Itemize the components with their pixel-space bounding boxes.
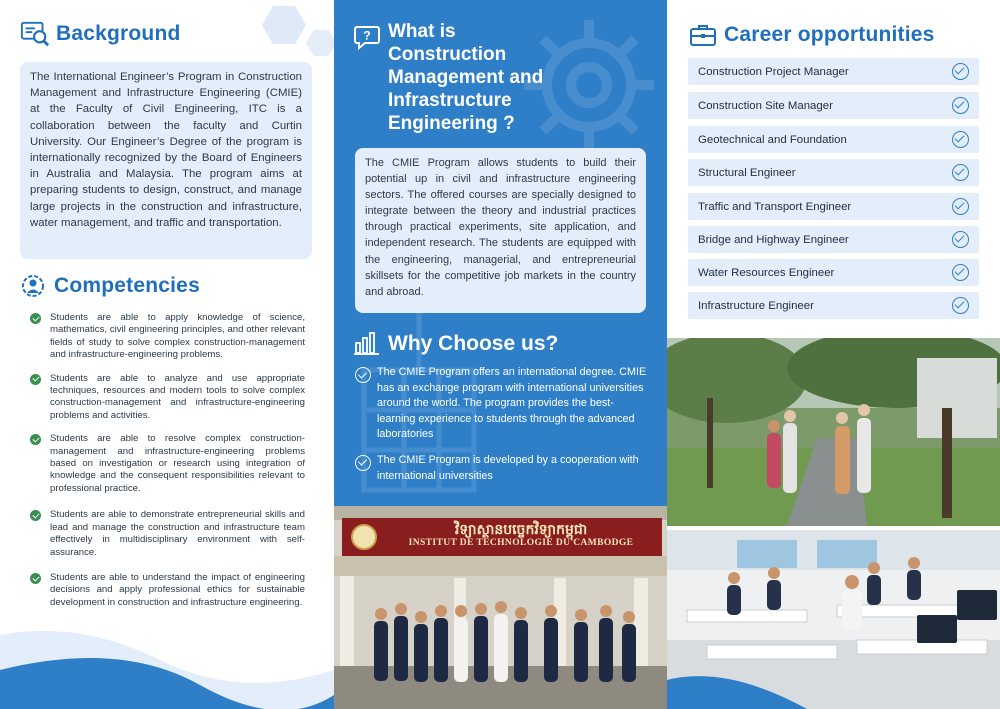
classroom-photo-illustration: [667, 530, 1000, 709]
background-heading: [20, 19, 181, 49]
list-item: Students are able to understand the impact of engineering decisions and apply professional ethics for sustainable development in construction and infrastructure engineering.: [30, 572, 305, 609]
career-heading: [688, 20, 935, 50]
career-item: Structural Engineer: [688, 159, 979, 186]
competencies-heading: [18, 271, 200, 301]
check-icon: [30, 313, 41, 324]
list-item: The CMIE Program offers an international degree. CMIE has an exchange program with international universities around the world. The program provides the best-learning experience to students through the advanced laboratories: [355, 365, 650, 443]
check-circle-icon: [952, 198, 969, 215]
check-circle-icon: [355, 455, 371, 471]
why-list: [355, 365, 650, 484]
what-heading: [352, 20, 543, 135]
list-item: The CMIE Program is developed by a cooperation with international universities: [355, 453, 650, 484]
list-item: Students are able to demonstrate entrepreneurial skills and lead and manage the construction and infrastructure team effectively in multidisciplinary environment with self-assurance.: [30, 509, 305, 559]
career-item: Construction Project Manager: [688, 58, 979, 85]
decor-wave: [0, 600, 334, 709]
background-title: Background: [56, 22, 181, 45]
check-circle-icon: [952, 297, 969, 314]
decor-hexagon: [262, 6, 306, 44]
background-text: The International Engineer’s Program in Construction Management and Infrastructure Engineering (CMIE) at the Faculty of Civil Engineering, ITC is a collaboration between the faculty and Curtin University. Our Engineer’s Degree of the program is internationally recognized by the Board of Engineers in Australia and Malaysia. The program aims at preparing students to design, construct, and manage large projects in the construction and infrastructure, water management, and traffic and transportation.: [30, 71, 302, 229]
sign-khmer: វិទ្យាស្ថានបច្ចេកវិទ្យាកម្ពុជា: [454, 522, 588, 538]
competencies-list: [30, 312, 305, 609]
document-search-icon: [20, 19, 50, 49]
why-heading: [352, 328, 558, 358]
svg-text:?: ?: [363, 28, 371, 43]
check-circle-icon: [952, 131, 969, 148]
check-circle-icon: [355, 367, 371, 383]
sign-french: INSTITUT DE TECHNOLOGIE DU CAMBODGE: [408, 538, 634, 548]
list-item: Students are able to resolve complex construction-management and infrastructure-engineering problems based on investigation or research using integration of knowledge and the consequent responsibilities relevant to professional practice.: [30, 433, 305, 495]
check-circle-icon: [952, 164, 969, 181]
what-title: What is Construction Management and Infrastructure Engineering ?: [388, 21, 544, 134]
career-item: Traffic and Transport Engineer: [688, 193, 979, 220]
check-circle-icon: [952, 231, 969, 248]
check-icon: [30, 510, 41, 521]
check-circle-icon: [952, 63, 969, 80]
career-title: Career opportunities: [724, 23, 935, 46]
background-card: [20, 62, 312, 259]
decor-hexagon: [306, 30, 334, 56]
check-icon: [30, 374, 41, 385]
question-bubble-icon: [352, 22, 382, 52]
why-title: Why Choose us?: [388, 331, 559, 355]
bar-chart-icon: [352, 328, 382, 358]
competencies-title: Competencies: [54, 274, 200, 297]
list-item: Students are able to apply knowledge of science, mathematics, civil engineering principles, and other relevant fields of study to solve complex construction-management and infrastructure-engineering problems.: [30, 312, 305, 362]
career-item: Bridge and Highway Engineer: [688, 226, 979, 253]
check-icon: [30, 434, 41, 445]
briefcase-icon: [688, 20, 718, 50]
career-item: Construction Site Manager: [688, 92, 979, 119]
what-card: [355, 148, 646, 313]
career-item: Water Resources Engineer: [688, 259, 979, 286]
list-item: Students are able to analyze and use appropriate techniques, resources and modern tools to solve complex construction-management and infrastructure-engineering problems and activities.: [30, 373, 305, 423]
what-text: The CMIE Program allows students to build their potential up in civil and infrastructure engineering sectors. The offered courses are specially designed to integrate between the theory and industrial practices through practical experiments, site application, and independent research. The students are equipped with the engineering, managerial, and entrepreneurial skillsets for the competitive job markets in the country and abroad.: [365, 157, 636, 298]
group-photo: [334, 506, 667, 709]
campus-photo: [667, 338, 1000, 526]
gear-person-icon: [18, 271, 48, 301]
check-circle-icon: [952, 97, 969, 114]
campus-photo-illustration: [667, 338, 1000, 526]
check-icon: [30, 573, 41, 584]
career-item: Geotechnical and Foundation: [688, 126, 979, 153]
classroom-photo: [667, 530, 1000, 709]
career-item: Infrastructure Engineer: [688, 292, 979, 319]
check-circle-icon: [952, 264, 969, 281]
